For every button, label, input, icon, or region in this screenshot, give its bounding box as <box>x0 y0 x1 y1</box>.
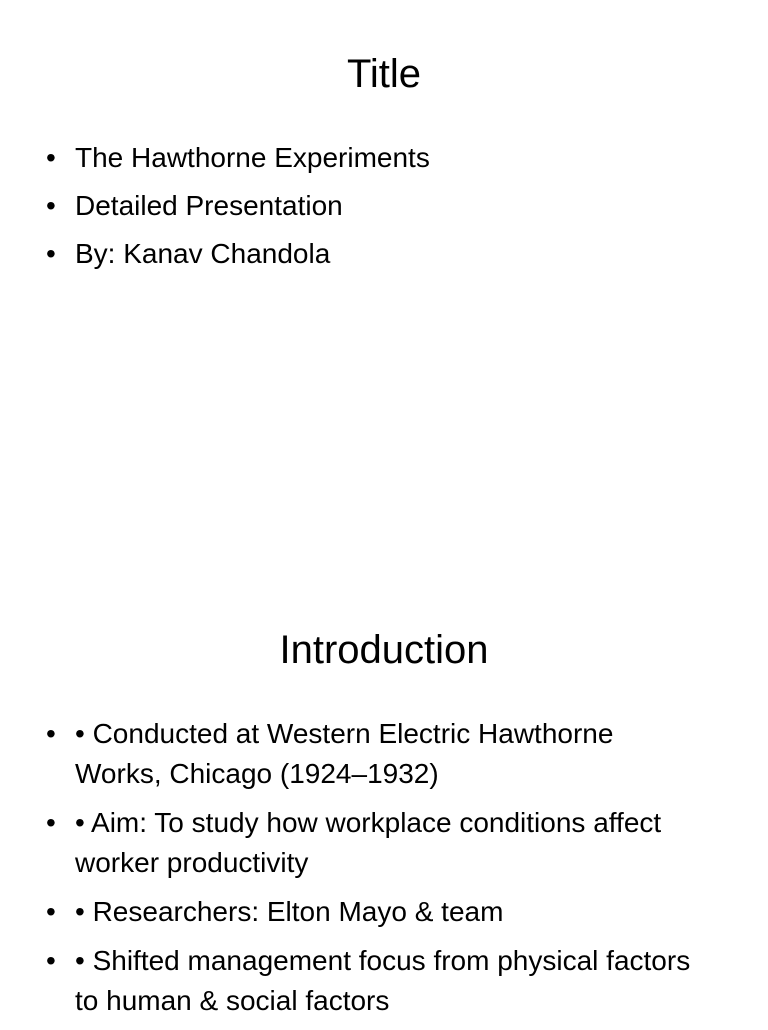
slide-title: Title <box>346 52 422 96</box>
list-item <box>46 138 706 178</box>
bullet-icon: • <box>46 238 56 269</box>
bullet-text: • Conducted at Western Electric Hawthorne Works, Chicago (1924–1932) <box>75 718 614 789</box>
list-item <box>46 186 706 226</box>
list-item <box>46 892 706 932</box>
bullet-icon: • <box>46 718 56 749</box>
bullet-icon: • <box>46 807 56 838</box>
bullet-icon: • <box>46 142 56 173</box>
bullet-icon: • <box>46 896 56 927</box>
bullet-text: • Aim: To study how workplace conditions affect worker productivity <box>75 807 662 878</box>
bullet-text: Detailed Presentation <box>75 190 343 221</box>
bullet-text: • Researchers: Elton Mayo & team <box>75 896 504 927</box>
slide-introduction <box>0 576 768 1024</box>
bullet-text: By: Kanav Chandola <box>75 238 331 269</box>
list-item <box>46 941 706 1021</box>
bullet-text: The Hawthorne Experiments <box>75 142 430 173</box>
bullet-list <box>46 714 706 1030</box>
list-item <box>46 714 706 794</box>
list-item <box>46 803 706 883</box>
slide-title: Introduction <box>279 628 489 672</box>
bullet-icon: • <box>46 945 56 976</box>
bullet-text: • Shifted management focus from physical factors to human & social factors <box>75 945 691 1016</box>
bullet-list <box>46 138 706 282</box>
list-item <box>46 234 706 274</box>
bullet-icon: • <box>46 190 56 221</box>
